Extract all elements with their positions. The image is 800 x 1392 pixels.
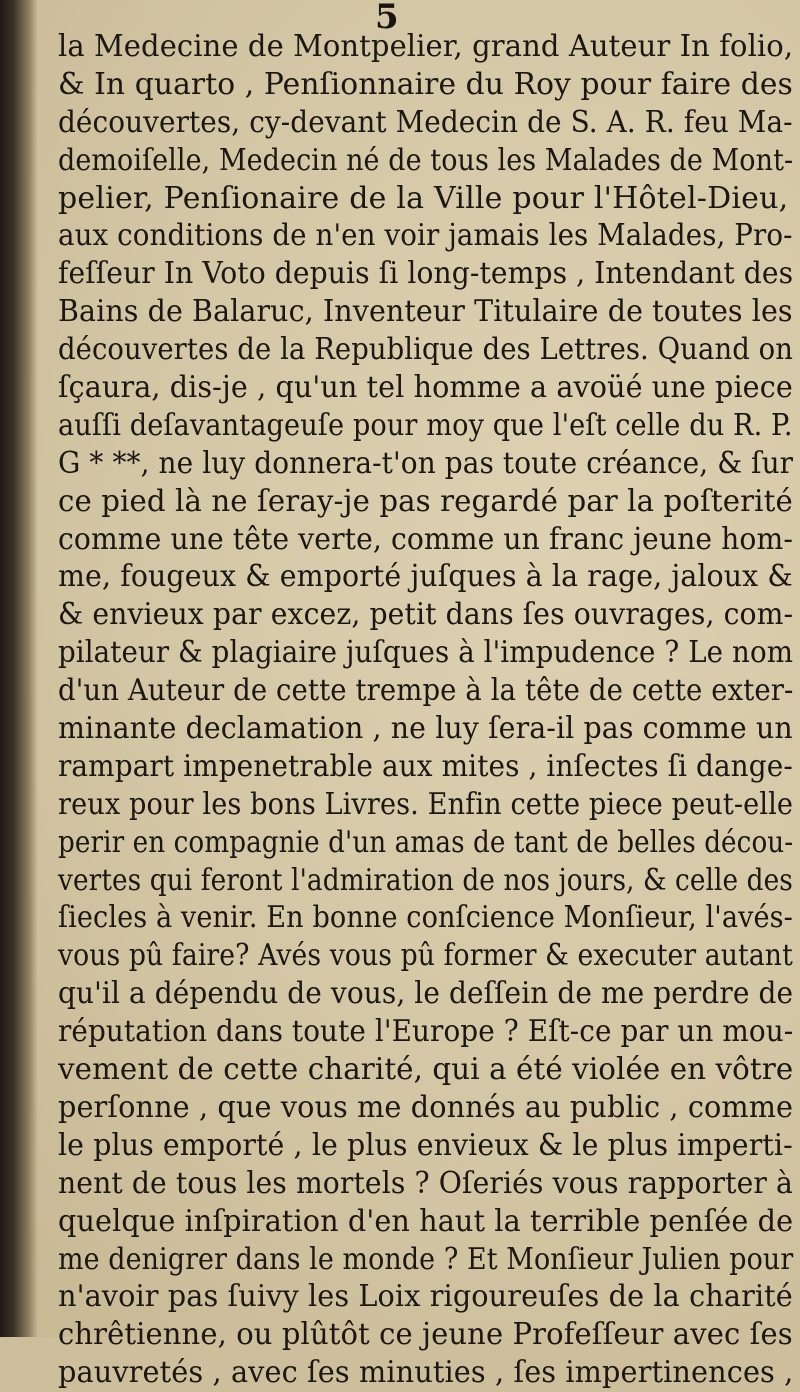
text-line: vous pû faire? Avés vous pû former & executer autant <box>58 938 793 974</box>
text-line: ſiecles à venir. En bonne conſcience Monſieur, l'avés- <box>58 900 793 936</box>
text-line: demoiſelle, Medecin né de tous les Malades de Mont- <box>58 142 794 178</box>
text-line: ce pied là ne ſeray-je pas regardé par la poſterité <box>58 483 793 519</box>
text-line: le plus emporté , le plus envieux & le plus imperti- <box>58 1127 793 1163</box>
text-line: nent de tous les mortels ? Oſeriés vous rapporter à <box>58 1165 793 1201</box>
text-line: feſſeur In Voto depuis ſi long-temps , Intendant des <box>58 256 794 292</box>
text-line: quelque inſpiration d'en haut la terrible penſée de <box>58 1203 794 1239</box>
text-line: d'un Auteur de cette trempe à la tête de cette exter- <box>58 673 794 709</box>
text-line: la Medecine de Montpelier, grand Auteur In folio, <box>58 29 794 64</box>
text-line: n'avoir pas ſuivy les Loix rigoureuſes de la charité <box>58 1279 793 1315</box>
text-line: vement de cette charité, qui a été violée en vôtre <box>58 1052 794 1088</box>
text-line: reux pour les bons Livres. Enfin cette piece peut-elle <box>58 786 794 822</box>
page-number: 5 <box>375 0 399 37</box>
text-line: découvertes de la Republique des Lettres. Quand on <box>58 332 794 368</box>
text-line: pelier, Penſionaire de la Ville pour l'Hôtel-Dieu, <box>58 180 789 216</box>
body-text <box>58 28 793 1392</box>
text-line: vertes qui feront l'admiration de nos jours, & celle des <box>58 862 793 898</box>
text-line: auſſi deſavantageuſe pour moy que l'eſt celle du R. P. <box>58 407 793 443</box>
text-line: chrêtienne, ou plûtôt ce jeune Profeſſeur avec ſes <box>58 1317 793 1353</box>
text-line: & In quarto , Penſionnaire du Roy pour faire des <box>58 66 793 102</box>
page-gutter <box>0 0 38 1337</box>
text-line: réputation dans toute l'Europe ? Eſt-ce par un mou- <box>58 1014 794 1050</box>
text-line: me, fougeux & emporté juſques à la rage, jaloux & <box>58 559 793 595</box>
text-line: & envieux par excez, petit dans ſes ouvrages, com- <box>58 597 794 633</box>
text-line: ſçaura, dis-je , qu'un tel homme a avoüé une piece <box>58 370 793 406</box>
text-line: Bains de Balaruc, Inventeur Titulaire de toutes les <box>58 294 793 330</box>
text-line: aux conditions de n'en voir jamais les Malades, Pro- <box>58 218 793 254</box>
text-line: pilateur & plagiaire juſques à l'impudence ? Le nom <box>58 635 794 671</box>
text-line: perir en compagnie d'un amas de tant de belles décou- <box>58 824 794 860</box>
text-line: découvertes, cy-devant Medecin de S. A. R. feu Ma- <box>58 104 793 140</box>
text-line: perſonne , que vous me donnés au public , comme <box>58 1089 794 1125</box>
text-line: G * **, ne luy donnera-t'on pas toute créance, & ſur <box>58 445 794 481</box>
text-line: me denigrer dans le monde ? Et Monſieur Julien pour <box>58 1241 794 1277</box>
text-line: comme une tête verte, comme un franc jeune hom- <box>58 521 793 557</box>
text-line: minante declamation , ne luy ſera-il pas comme un <box>58 711 793 747</box>
text-line: pauvretés , avec ſes minuties , ſes impertinences , <box>58 1355 794 1391</box>
text-line: rampart impenetrable aux mites , inſectes ſi dange- <box>58 748 793 784</box>
text-line: qu'il a dépendu de vous, le deſſein de me perdre de <box>58 976 794 1012</box>
